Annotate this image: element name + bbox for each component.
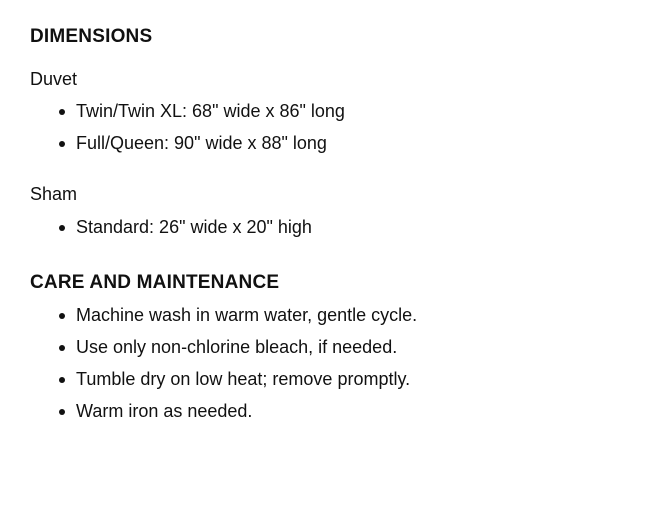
list-item: Warm iron as needed. xyxy=(76,398,634,426)
duvet-subheading: Duvet xyxy=(30,68,78,89)
care-and-maintenance-block xyxy=(30,272,634,426)
list-item: Tumble dry on low heat; remove promptly. xyxy=(76,366,634,394)
list-item: Machine wash in warm water, gentle cycle. xyxy=(76,302,634,330)
list-item: Twin/Twin XL: 68" wide x 86" long xyxy=(76,98,634,126)
list-item: Use only non-chlorine bleach, if needed. xyxy=(76,334,634,362)
care-instructions-list xyxy=(30,302,634,426)
dimensions-heading: DIMENSIONS xyxy=(30,26,153,47)
care-and-maintenance-heading: CARE AND MAINTENANCE xyxy=(30,271,280,293)
sham-subheading: Sham xyxy=(30,184,78,205)
sham-dimensions-list xyxy=(30,214,634,242)
duvet-dimensions-list xyxy=(30,98,634,158)
list-item: Standard: 26" wide x 20" high xyxy=(76,214,634,242)
list-item: Full/Queen: 90" wide x 88" long xyxy=(76,130,634,158)
